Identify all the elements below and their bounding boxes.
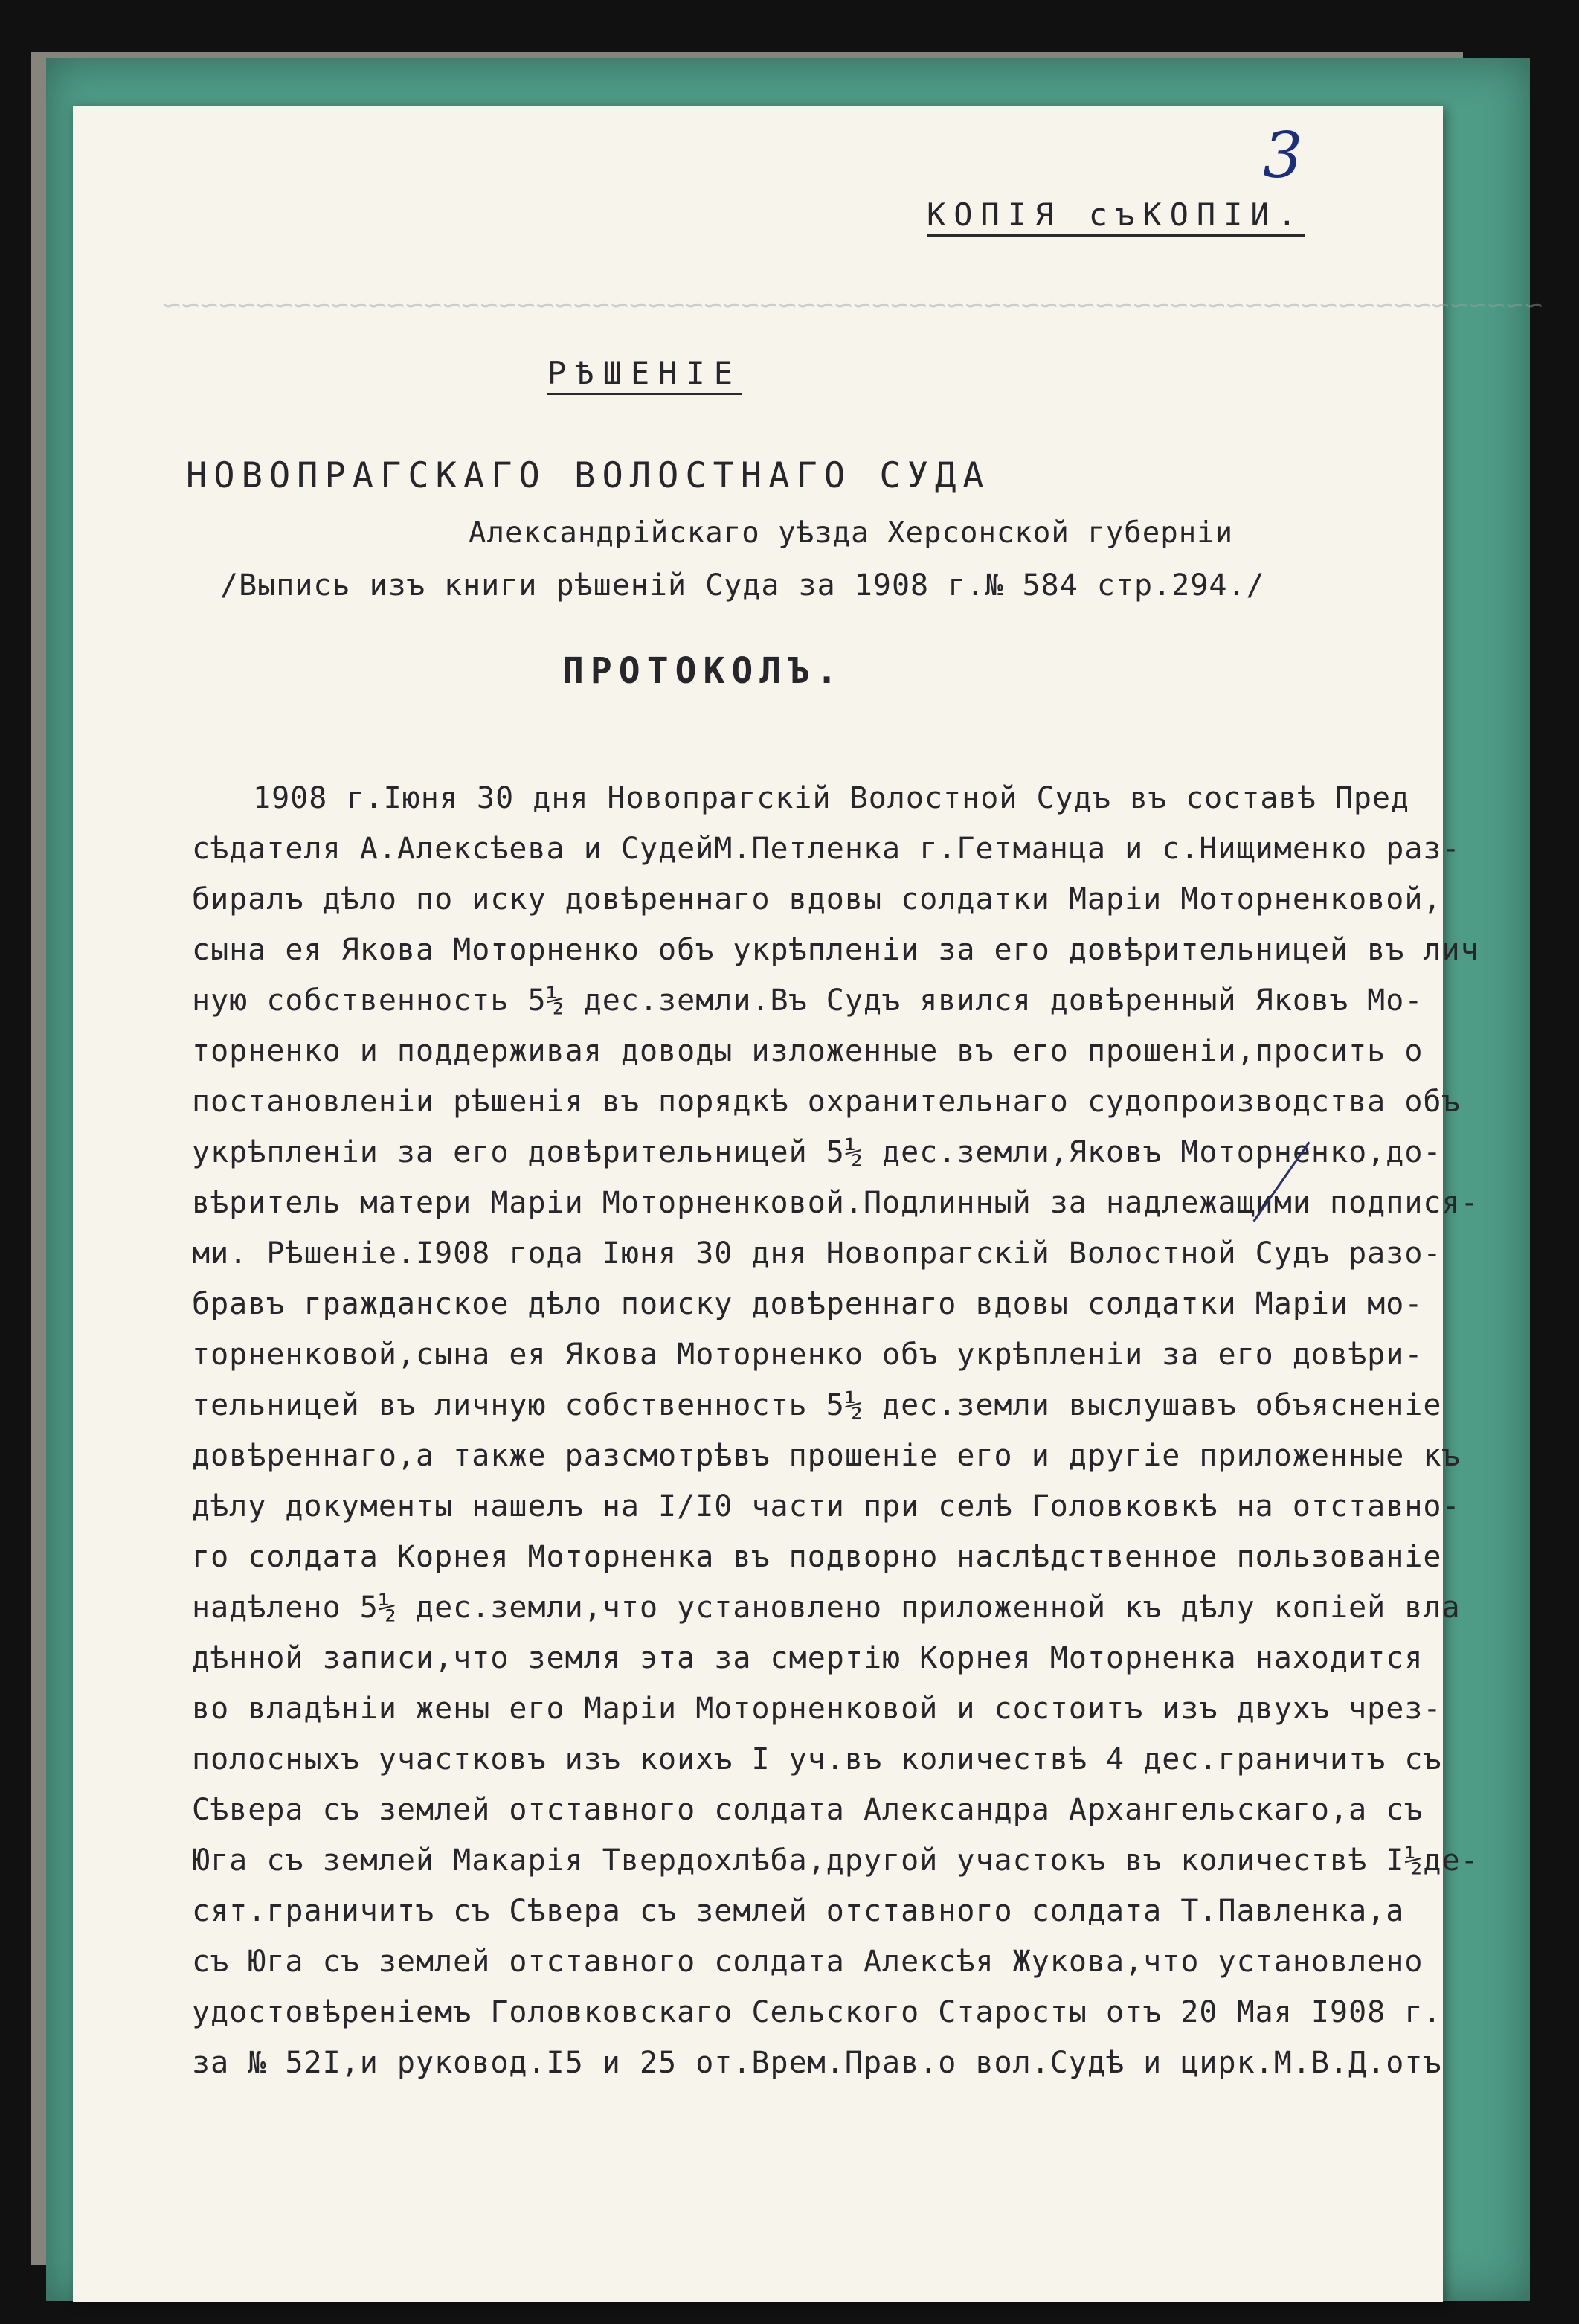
protocol-title: ПРОТОКОЛЪ. bbox=[562, 650, 844, 692]
body-line: вѣритель матери Маріи Моторненковой.Подлинный за надлежащими подпися- bbox=[192, 1186, 1479, 1220]
body-line: Сѣвера съ землей отставного солдата Александра Архангельскаго,а съ bbox=[192, 1793, 1424, 1827]
body-line: ную собственность 5½ дес.земли.Въ Судъ явился довѣренный Яковъ Мо- bbox=[192, 983, 1424, 1018]
body-line: во владѣніи жены его Маріи Моторненковой и состоитъ изъ двухъ чрез- bbox=[192, 1692, 1442, 1726]
body-line: постановленіи рѣшенія въ порядкѣ охранительнаго судопроизводства объ bbox=[192, 1085, 1461, 1119]
bleed-through-text: ~~~~~~~~~~~~~~~~~~~~~~~~~~~~~~~~~~~~~~~~~~~~~~~~~~~~~~~~~~~~~~~~~~~~~~~~~~ bbox=[162, 288, 1543, 322]
body-line: ми. Рѣшеніе.І908 года Іюня 30 дня Новопрагскій Волостной Судъ разо- bbox=[192, 1236, 1442, 1271]
body-line: сѣдателя А.Алексѣева и СудейМ.Петленка г.Гетманца и с.Нищименко раз- bbox=[192, 832, 1461, 866]
body-line: 1908 г.Іюня 30 дня Новопрагскій Волостной Судъ въ составѣ Пред bbox=[253, 781, 1410, 815]
body-line: Юга съ землей Макарія Твердохлѣба,другой участокъ въ количествѣ І½де- bbox=[192, 1843, 1479, 1878]
body-line: сят.граничитъ съ Сѣвера съ землей отставного солдата Т.Павленка,а bbox=[192, 1894, 1405, 1928]
body-line: довѣреннаго,а также разсмотрѣвъ прошеніе его и другіе приложенные къ bbox=[192, 1439, 1461, 1473]
body-line: биралъ дѣло по иску довѣреннаго вдовы солдатки Маріи Моторненковой, bbox=[192, 882, 1442, 917]
document-page bbox=[73, 106, 1543, 2302]
body-line: надѣлено 5½ дес.земли,что установлено приложенной къ дѣлу копіей вла bbox=[192, 1590, 1461, 1625]
body-line: удостовѣреніемъ Головковскаго Сельского Старосты отъ 20 Мая І908 г. bbox=[192, 1995, 1442, 2029]
body-line: дѣнной записи,что земля эта за смертію Корнея Моторненка находится bbox=[192, 1641, 1424, 1675]
district-line: Александрійскаго уѣзда Херсонской губерніи bbox=[469, 516, 1234, 550]
court-name: НОВОПРАГСКАГО ВОЛОСТНАГО СУДА bbox=[186, 455, 991, 496]
body-line: тельницей въ личную собственность 5½ дес.земли выслушавъ объясненіе bbox=[192, 1388, 1442, 1422]
body-line: сына ея Якова Моторненко объ укрѣпленіи за его довѣрительницей въ лич bbox=[192, 933, 1479, 967]
body-line: торненко и поддерживая доводы изложенные въ его прошеніи,просить о bbox=[192, 1034, 1424, 1068]
document-title: РѢШЕНІЕ bbox=[547, 355, 742, 395]
page-number: 3 bbox=[1263, 119, 1303, 192]
body-line: бравъ гражданское дѣло поиску довѣреннаго вдовы солдатки Маріи мо- bbox=[192, 1287, 1424, 1321]
body-line: укрѣпленіи за его довѣрительницей 5½ дес.земли,Яковъ Моторненко,до- bbox=[192, 1135, 1442, 1169]
body-line: го солдата Корнея Моторненка въ подворно наслѣдственное пользованіе bbox=[192, 1540, 1442, 1574]
copy-label: КОПІЯ съКОПІИ. bbox=[927, 196, 1305, 237]
extract-line: /Выпись изъ книги рѣшеній Суда за 1908 г.№ 584 стр.294./ bbox=[220, 568, 1265, 603]
body-line: съ Юга съ землей отставного солдата Алексѣя Жукова,что установлено bbox=[192, 1945, 1424, 1979]
body-line: полосныхъ участковъ изъ коихъ І уч.въ количествѣ 4 дес.граничитъ съ bbox=[192, 1742, 1442, 1776]
body-line: за № 52І,и руковод.І5 и 25 от.Врем.Прав.о вол.Судѣ и цирк.М.В.Д.отъ bbox=[192, 2046, 1442, 2080]
body-line: торненковой,сына ея Якова Моторненко объ укрѣпленіи за его довѣри- bbox=[192, 1338, 1424, 1372]
body-line: дѣлу документы нашелъ на І/І0 части при селѣ Головковкѣ на отставно- bbox=[192, 1489, 1461, 1524]
